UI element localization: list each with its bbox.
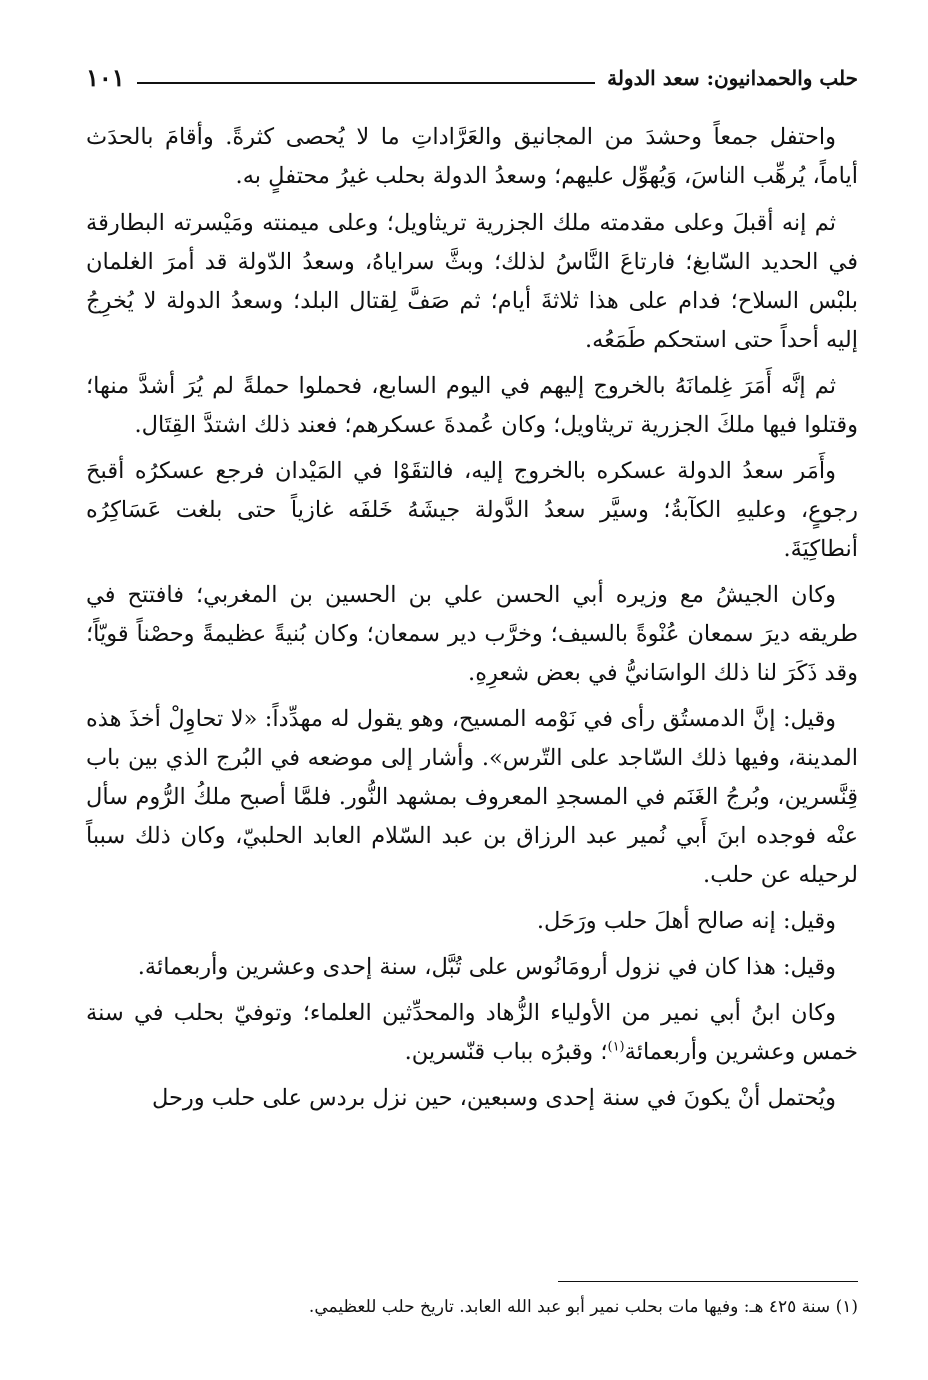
paragraph-text: ؛ وقبرُه بباب قنّسرين. (404, 1039, 608, 1065)
paragraph (86, 994, 858, 1072)
paragraph: واحتفل جمعاً وحشدَ من المجانيق والعَرَّاداتِ ما لا يُحصى كثرةً. وأقامَ بالحدَث أياماً، يُرهِّب الناسَ، وَيُهوِّل عليهم؛ وسعدُ الدولة بحلب غيرُ محتفلٍ به. (86, 124, 858, 189)
footnote: (١) سنة ٤٢٥ هـ: وفيها مات بحلب نمير أبو عبد الله العابد. تاريخ حلب للعظيمي. (308, 1297, 858, 1317)
paragraph: وأَمَر سعدُ الدولة عسكره بالخروج إليه، فالتقَوْا في المَيْدان فرجع عسكرُه أقبحَ رجوعٍ، وعليهِ الكآبةُ؛ وسيَّر سعدُ الدَّولة جيشَهُ خَلفَه غازياً حتى بلغت عَسَاكِرُه أنطاكِيَةَ. (86, 458, 858, 562)
footnote-rule (558, 1281, 858, 1282)
paragraph: وقيل: هذا كان في نزول أرومَانُوس على تُبَّل، سنة إحدى وعشرين وأربعمائة. (137, 954, 836, 980)
paragraph: ثم إنَّه أَمَرَ غِلمانَهُ بالخروج إليهم في اليوم السابع، فحملوا حملةً لم يُرَ أشدَّ منها؛ وقتلوا فيها ملكَ الجزرية تريثاويل؛ وكان عُمدةَ عسكرهم؛ فعند ذلك اشتدَّ القِتَال. (86, 373, 858, 438)
paragraph: ويُحتمل أنْ يكونَ في سنة إحدى وسبعين، حين نزل بردس على حلب ورحل (151, 1085, 836, 1111)
paragraph: وكان الجيشُ مع وزيره أبي الحسن علي بن الحسين بن المغربي؛ فافتتح في طريقه ديرَ سمعان عُنْوةً بالسيف؛ وخرَّب دير سمعان؛ وكان بُنيةً عظيمةً وحصْناً قويّاً؛ وقد ذَكَرَ لنا ذلك الواسَانيُّ في بعض شعرِهِ. (86, 582, 858, 686)
running-title: حلب والحمدانيون: سعد الدولة (607, 66, 858, 90)
paragraph: وقيل: إنَّ الدمستُق رأى في نَوْمه المسيح، وهو يقول له مهدِّداً: «لا تحاوِلْ أخذَ هذه المدينة، وفيها ذلك السّاجد على التّرس». وأشار إلى موضعه في البُرج الذي بين باب قِنَّسرين، وبُرجُ الغَنَم في المسجدِ المعروف بمشهد النُّور. فلمَّا أصبح ملكُ الرُّوم سأل عنْه فوجده ابنَ أَبي نُمير عبد الرزاق بن عبد السّلام العابد الحلبيّ، وكان ذلك سبباً لرحيله عن حلب. (86, 706, 858, 888)
page-number: ١٠١ (86, 63, 125, 92)
page-header (86, 52, 858, 92)
paragraph: وقيل: إنه صالح أهلَ حلب ورَحَل. (536, 908, 836, 934)
paragraph: ثم إنه أقبلَ وعلى مقدمته ملك الجزرية تريثاويل؛ وعلى ميمنته ومَيْسرته البطارقة في الحديد السّابغ؛ فارتاعَ النَّاسُ لذلك؛ وبثَّ سراياهُ، وسعدُ الدّولة قد أمرَ الغلمان بلبْس السلاح؛ فدام على هذا ثلاثةَ أيام؛ ثم صَفَّ لِقتال البلد؛ وسعدُ الدولة لا يُخرِجُ إليه أحداً حتى استحكم طَمَعُه. (86, 210, 858, 353)
body-text (86, 118, 858, 1125)
paragraph-text: وكان ابنُ أبي نمير من الأولياء الزُّهاد والمحدِّثين العلماء؛ وتوفيّ بحلب في سنة خمس وعشرين وأربعمائة (86, 1000, 858, 1065)
footnote-reference[interactable]: (١) (607, 1039, 625, 1055)
header-rule (137, 82, 595, 84)
